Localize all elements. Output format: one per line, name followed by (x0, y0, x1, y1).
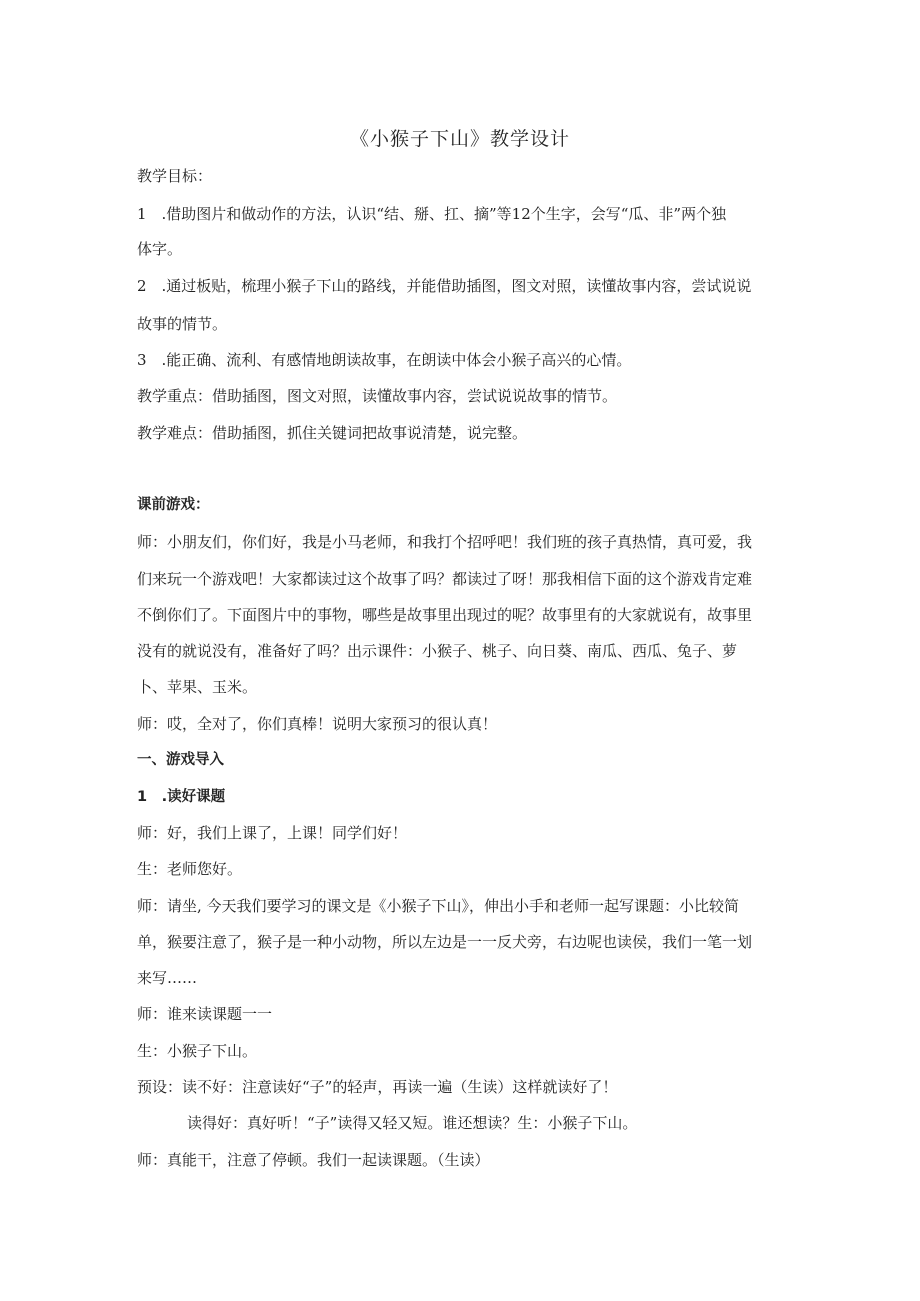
dialogue-line-8: 师：真能干，注意了停顿。我们一起读课题。（生读） (137, 1151, 490, 1169)
dialogue-line-2: 生：老师您好。 (137, 860, 243, 878)
objective-1-line-2: 体字。 (137, 240, 183, 258)
dialogue-line-3a: 师：请坐, 今天我们要学习的课文是《小猴子下山》，伸出小手和老师一起写课题：小比较简 (137, 897, 740, 915)
key-point: 教学重点：借助插图，图文对照，读懂故事内容，尝试说说故事的情节。 (137, 387, 618, 405)
document-title: 《小猴子下山》教学设计 (349, 128, 570, 150)
warmup-paragraph-line-3: 不倒你们了。下面图片中的事物，哪些是故事里出现过的呢？故事里有的大家就说有，故事里 (137, 606, 753, 624)
dialogue-line-6: 预设：读不好：注意读好“子”的轻声，再读一遍（生读）这样就读好了！ (137, 1078, 618, 1096)
dialogue-line-4: 师：谁来读课题一一 (137, 1005, 273, 1023)
objective-2-line-1: 2 .通过板贴，梳理小猴子下山的路线，并能借助插图，图文对照，读懂故事内容，尝试说说 (137, 277, 752, 295)
section-1-heading: 一、游戏导入 (137, 752, 224, 768)
objectives-heading: 教学目标： (137, 167, 213, 185)
section-1-subheading: 1 .读好课题 (137, 789, 226, 805)
warmup-paragraph-line-4: 没有的就说没有，准备好了吗？出示课件：小猴子、桃子、向日葵、南瓜、西瓜、兔子、萝 (137, 642, 738, 660)
warmup-paragraph-2: 师：哎，全对了，你们真棒！说明大家预习的很认真！ (137, 715, 498, 733)
objective-1-line-1: 1 .借助图片和做动作的方法，认识“结、掰、扛、摘”等12个生字，会写“瓜、非”两个独 (137, 205, 727, 223)
warmup-paragraph-line-5: 卜、苹果、玉米。 (137, 678, 258, 696)
difficulty: 教学难点：借助插图，抓住关键词把故事说清楚，说完整。 (137, 424, 528, 442)
objective-3-line-1: 3 .能正确、流利、有感情地朗读故事，在朗读中体会小猴子高兴的心情。 (137, 351, 632, 369)
warmup-paragraph-line-2: 们来玩一个游戏吧！大家都读过这个故事了吗？都读过了呀！那我相信下面的这个游戏肯定难 (137, 570, 753, 588)
dialogue-line-3c: 来写…… (137, 969, 198, 987)
dialogue-line-3b: 单，猴要注意了，猴子是一种小动物，所以左边是一一反犬旁，右边呢也读侯，我们一笔一划 (137, 933, 753, 951)
dialogue-line-5: 生：小猴子下山。 (137, 1042, 258, 1060)
dialogue-line-1: 师：好，我们上课了，上课！同学们好！ (137, 824, 408, 842)
objective-2-line-2: 故事的情节。 (137, 315, 228, 333)
dialogue-line-7: 读得好：真好听！“子”读得又轻又短。谁还想读？生：小猴子下山。 (187, 1114, 638, 1132)
warmup-paragraph-line-1: 师：小朋友们，你们好，我是小马老师，和我打个招呼吧！我们班的孩子真热情，真可爱，我 (137, 533, 753, 551)
warmup-heading: 课前游戏： (137, 497, 210, 513)
